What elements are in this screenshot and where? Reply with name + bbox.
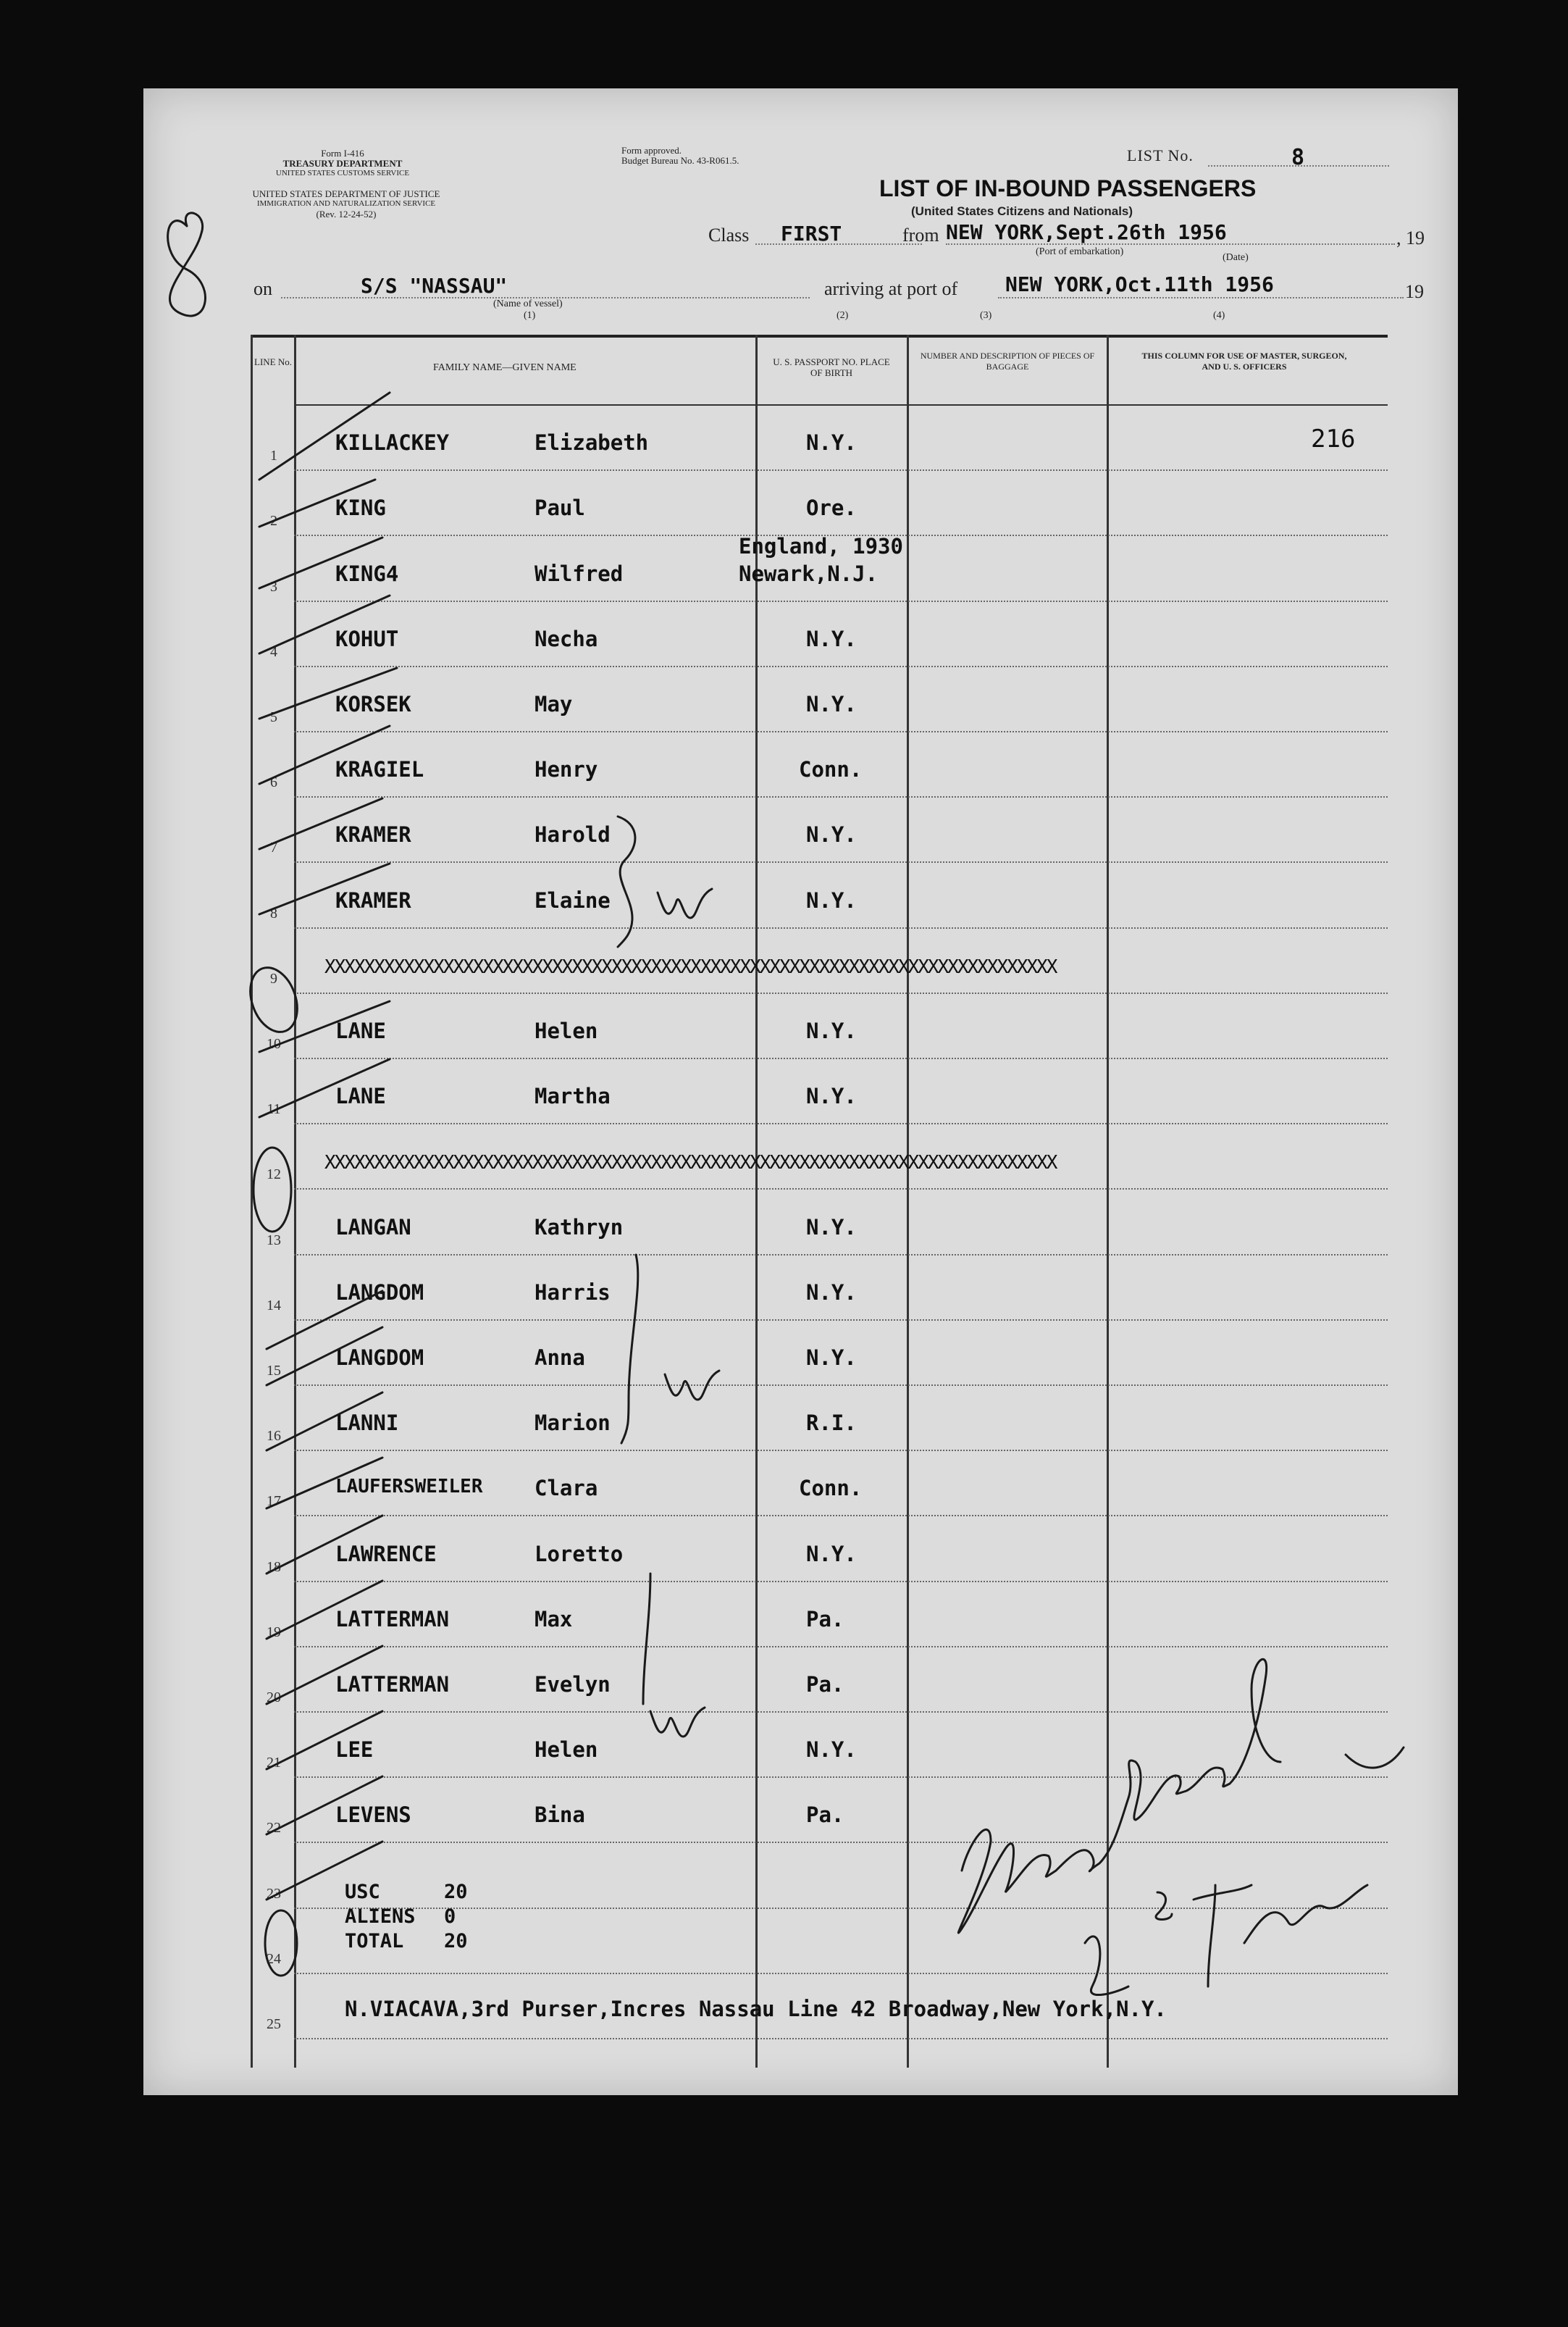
col-officers: THIS COLUMN FOR USE OF MASTER, SURGEON, AND U. S. OFFICERS: [1141, 351, 1347, 372]
from-label: from: [902, 225, 939, 246]
place-of-birth: N.Y.: [806, 1279, 857, 1305]
line-number: 10: [267, 1036, 281, 1052]
list-no-value: 8: [1291, 145, 1305, 170]
line-number: 23: [267, 1885, 281, 1902]
line-number: 3: [270, 578, 277, 595]
w-mark-3: [650, 1708, 705, 1737]
place-of-birth: Conn.: [799, 1476, 863, 1501]
line-number: 20: [267, 1689, 281, 1705]
line-number: 22: [267, 1820, 281, 1837]
family-name: LANGDOM: [335, 1279, 424, 1305]
w-mark-1: [658, 889, 712, 918]
given-name: Kathryn: [534, 1214, 624, 1240]
ins-service: IMMIGRATION AND NATURALIZATION SERVICE: [256, 199, 436, 208]
line-number: 17: [267, 1493, 281, 1510]
revision-date: (Rev. 12-24-52): [316, 209, 377, 220]
line-number: 5: [270, 709, 277, 725]
date-caption: (Date): [1223, 252, 1249, 263]
vessel-name: S/S "NASSAU": [361, 274, 508, 298]
family-name: KRAGIEL: [335, 757, 424, 782]
given-name: Martha: [534, 1084, 611, 1109]
family-name: KOHUT: [335, 626, 399, 651]
signature-time: [1085, 1885, 1367, 1995]
place-of-birth: Conn.: [799, 757, 863, 782]
circle-line-23: [265, 1910, 297, 1976]
form-title: LIST OF IN-BOUND PASSENGERS: [879, 175, 1257, 201]
usc-value: 20: [444, 1881, 468, 1903]
col3-caption: (3): [980, 310, 992, 321]
handwriting-layer: [143, 88, 1458, 2095]
given-name: Helen: [534, 1737, 598, 1763]
line-number: 14: [267, 1297, 281, 1313]
place-of-birth: Ore.: [806, 496, 857, 521]
given-name: May: [534, 692, 573, 717]
justice-department: UNITED STATES DEPARTMENT OF JUSTICE: [252, 188, 440, 199]
year-suffix-1: , 19: [1396, 227, 1425, 248]
officer-note: 216: [1311, 425, 1356, 454]
place-of-birth: N.Y.: [806, 430, 857, 456]
given-name: Wilfred: [534, 561, 624, 586]
line-number: 6: [270, 774, 277, 791]
line-number: 15: [267, 1363, 281, 1379]
given-name: Clara: [534, 1476, 598, 1501]
family-name: LANE: [335, 1019, 386, 1043]
line-number: 8: [270, 905, 277, 922]
place-of-birth: N.Y.: [806, 1541, 857, 1566]
place-of-birth: N.Y.: [806, 822, 857, 848]
form-approved: Form approved.: [621, 145, 682, 156]
given-name: Harris: [534, 1279, 611, 1305]
customs-service: UNITED STATES CUSTOMS SERVICE: [275, 169, 410, 177]
family-name: LATTERMAN: [335, 1606, 450, 1632]
family-name: KRAMER: [335, 822, 411, 848]
line-number: 24: [267, 1950, 281, 1967]
place-of-birth: Newark,N.J.: [739, 561, 879, 586]
aliens-label: ALIENS: [345, 1905, 416, 1928]
given-name: Henry: [534, 757, 598, 782]
margin-8-mark: [168, 213, 206, 316]
line-number: 12: [267, 1166, 281, 1183]
circle-line-12: [253, 1148, 291, 1232]
place-of-birth: N.Y.: [806, 1084, 857, 1109]
w-mark-2: [665, 1371, 719, 1400]
family-name: LANGAN: [335, 1214, 411, 1240]
treasury-department: TREASURY DEPARTMENT: [282, 158, 403, 169]
line-number: 18: [267, 1558, 281, 1575]
list-no-label: LIST No.: [1127, 146, 1194, 164]
family-name: LAWRENCE: [335, 1541, 437, 1566]
given-name: Necha: [534, 626, 598, 651]
given-name: Max: [534, 1606, 573, 1632]
vessel-caption: (Name of vessel): [493, 298, 563, 309]
place-of-birth: N.Y.: [806, 1214, 857, 1240]
given-name: Evelyn: [534, 1672, 611, 1697]
family-name: LEVENS: [335, 1802, 411, 1828]
family-name: LANE: [335, 1084, 386, 1109]
total-label: TOTAL: [345, 1930, 404, 1952]
col-baggage: NUMBER AND DESCRIPTION OF PIECES OF BAGGAGE: [920, 351, 1095, 372]
given-name: Helen: [534, 1019, 598, 1043]
line-number: 21: [267, 1755, 281, 1771]
col-line-no: LINE No.: [254, 356, 292, 367]
line-number: 25: [267, 2016, 281, 2032]
place-of-birth: N.Y.: [806, 1345, 857, 1370]
given-name: Anna: [534, 1345, 585, 1370]
family-name: KILLACKEY: [335, 430, 450, 456]
on-label: on: [253, 278, 272, 299]
family-name: KRAMER: [335, 887, 411, 913]
family-name: KING4: [335, 561, 399, 586]
family-name: LANGDOM: [335, 1345, 424, 1370]
circle-line-9: [242, 961, 306, 1039]
line-number: 2: [270, 513, 277, 530]
line-number: 13: [267, 1232, 281, 1248]
family-name: KORSEK: [335, 692, 411, 717]
col4-caption: (4): [1213, 310, 1225, 321]
col1-caption: (1): [524, 310, 536, 321]
total-value: 20: [444, 1930, 468, 1952]
class-value: FIRST: [781, 222, 842, 246]
struck-out-entry: XXXXXXXXXXXXXXXXXXXXXXXXXXXXXXXXXXXXXXXXXXXXXXXXXXXXXXXXXXXXXXXXXXXXXXXXXX: [324, 956, 1057, 978]
struck-out-entry: XXXXXXXXXXXXXXXXXXXXXXXXXXXXXXXXXXXXXXXXXXXXXXXXXXXXXXXXXXXXXXXXXXXXXXXXXX: [324, 1152, 1057, 1174]
embarkation-value: NEW YORK,Sept.26th 1956: [946, 220, 1227, 244]
place-of-birth: Pa.: [806, 1606, 844, 1632]
place-of-birth-extra: England, 1930: [739, 533, 903, 559]
place-of-birth: N.Y.: [806, 626, 857, 651]
line-number: 19: [267, 1624, 281, 1640]
given-name: Harold: [534, 822, 611, 848]
family-name: LATTERMAN: [335, 1672, 450, 1697]
port-caption: (Port of embarkation): [1036, 246, 1124, 257]
place-of-birth: N.Y.: [806, 1019, 857, 1043]
place-of-birth: Pa.: [806, 1802, 844, 1828]
given-name: Elaine: [534, 887, 611, 913]
line-number: 4: [270, 643, 277, 660]
aliens-value: 0: [444, 1905, 456, 1928]
col-passport: U. S. PASSPORT NO. PLACE OF BIRTH: [773, 356, 890, 378]
passenger-list-form: [143, 88, 1458, 2095]
family-name: LEE: [335, 1737, 374, 1763]
line-number: 9: [270, 970, 277, 987]
family-name: LANNI: [335, 1411, 399, 1436]
given-name: Marion: [534, 1411, 611, 1436]
purser-line: N.VIACAVA,3rd Purser,Incres Nassau Line 42 Broadway,New York,N.Y.: [345, 1997, 1167, 2021]
place-of-birth: Pa.: [806, 1672, 844, 1697]
given-name: Paul: [534, 496, 585, 521]
line-number: 11: [267, 1101, 281, 1118]
year-suffix-2: 19: [1405, 281, 1424, 302]
form-subtitle: (United States Citizens and Nationals): [911, 204, 1133, 218]
class-label: Class: [708, 225, 750, 246]
place-of-birth: N.Y.: [806, 887, 857, 913]
budget-bureau: Budget Bureau No. 43-R061.5.: [621, 155, 739, 166]
line-number: 16: [267, 1428, 281, 1445]
given-name: Loretto: [534, 1541, 624, 1566]
col2-caption: (2): [837, 310, 849, 321]
line-number: 1: [270, 448, 277, 464]
given-name: Bina: [534, 1802, 585, 1828]
arriving-label: arriving at port of: [824, 278, 958, 299]
place-of-birth: N.Y.: [806, 1737, 857, 1763]
place-of-birth: R.I.: [806, 1411, 857, 1436]
given-name: Elizabeth: [534, 430, 649, 456]
line-number: 7: [270, 840, 277, 856]
place-of-birth: N.Y.: [806, 692, 857, 717]
form-number: Form I-416: [321, 148, 364, 159]
col-name: FAMILY NAME—GIVEN NAME: [433, 362, 577, 373]
usc-label: USC: [345, 1881, 380, 1903]
family-name: LAUFERSWEILER: [335, 1476, 483, 1498]
arrival-value: NEW YORK,Oct.11th 1956: [1005, 272, 1274, 296]
family-name: KING: [335, 496, 386, 521]
